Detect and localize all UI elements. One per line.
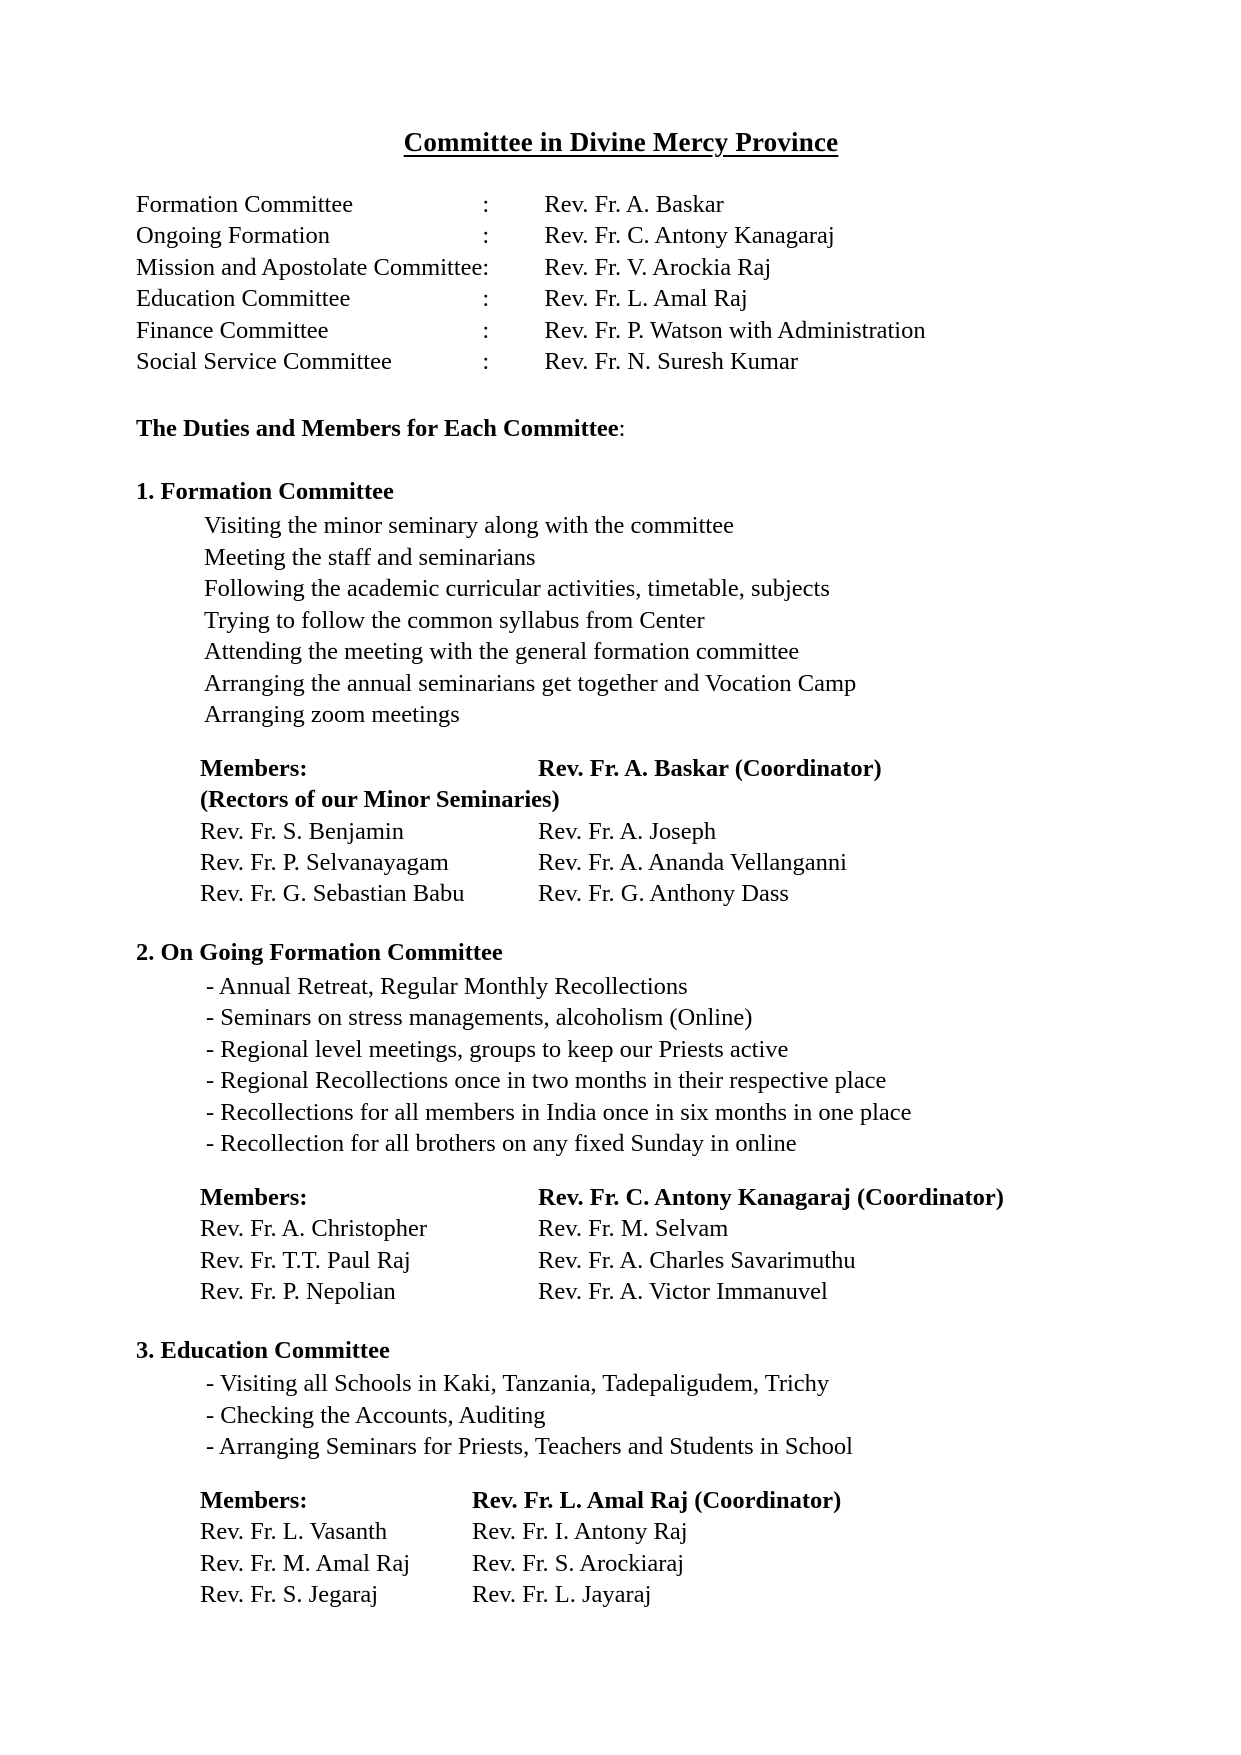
member-name: Rev. Fr. A. Charles Savarimuthu (538, 1246, 856, 1274)
duties-intro (136, 416, 1106, 443)
members-header (200, 1182, 1106, 1213)
duty-list (136, 1368, 1106, 1462)
member-name: Rev. Fr. A. Ananda Vellanganni (538, 848, 847, 876)
table-row (200, 1213, 1106, 1244)
table-row (200, 878, 1106, 909)
officer-colon: : (482, 222, 490, 250)
duties-intro-colon: : (618, 415, 626, 443)
table-row (200, 816, 1106, 847)
table-row (136, 255, 926, 286)
officer-person: Rev. Fr. V. Arockia Raj (544, 253, 772, 281)
list-item: - Visiting all Schools in Kaki, Tanzania, Tadepaligudem, Trichy (206, 1370, 830, 1398)
officer-committee: Social Service Committee (136, 347, 392, 375)
member-name: Rev. Fr. M. Selvam (538, 1215, 729, 1243)
table-row (200, 1245, 1106, 1276)
officer-committee: Mission and Apostolate Committee (136, 253, 483, 281)
table-row (200, 1579, 1106, 1610)
member-name: Rev. Fr. P. Selvanayagam (200, 848, 449, 876)
spacer (136, 1160, 1106, 1182)
duty-list (136, 510, 1106, 730)
section-heading: 2. On Going Formation Committee (136, 938, 503, 966)
list-item: - Seminars on stress managements, alcoholism (Online) (206, 1004, 753, 1032)
member-name: Rev. Fr. S. Benjamin (200, 817, 404, 845)
officer-committee: Formation Committee (136, 190, 354, 218)
member-name: Rev. Fr. G. Sebastian Babu (200, 880, 465, 908)
officer-person: Rev. Fr. N. Suresh Kumar (544, 347, 798, 375)
officer-colon: : (482, 316, 490, 344)
table-row (136, 223, 926, 254)
members-subheading: (Rectors of our Minor Seminaries) (200, 786, 560, 814)
members-label: Members: (200, 754, 308, 782)
page-title-text: Committee in Divine Mercy Province (403, 127, 839, 157)
member-name: Rev. Fr. S. Jegaraj (200, 1581, 379, 1609)
list-item: - Regional Recollections once in two months in their respective place (206, 1067, 887, 1095)
coordinator-name: Rev. Fr. C. Antony Kanagaraj (Coordinator) (538, 1183, 1004, 1211)
officer-person: Rev. Fr. A. Baskar (544, 190, 724, 218)
officer-colon: : (482, 285, 490, 313)
officers-table (136, 192, 926, 381)
member-name: Rev. Fr. A. Christopher (200, 1215, 428, 1243)
members-block (136, 1485, 1106, 1611)
spacer (136, 1463, 1106, 1485)
table-row (136, 192, 926, 223)
members-header (200, 753, 1106, 784)
officer-colon: : (482, 253, 490, 281)
members-block (136, 1182, 1106, 1308)
member-name: Rev. Fr. S. Arockiaraj (472, 1549, 685, 1577)
list-item: Arranging zoom meetings (204, 701, 460, 729)
duty-list (136, 971, 1106, 1160)
list-item: Following the academic curricular activities, timetable, subjects (204, 575, 830, 603)
member-name: Rev. Fr. M. Amal Raj (200, 1549, 411, 1577)
committee-section-2 (136, 940, 1106, 1308)
list-item: Visiting the minor seminary along with the committee (204, 512, 734, 540)
officer-person: Rev. Fr. P. Watson with Administration (544, 316, 926, 344)
officer-person: Rev. Fr. C. Antony Kanagaraj (544, 222, 835, 250)
members-label: Members: (200, 1183, 308, 1211)
committee-section-1 (136, 479, 1106, 910)
list-item: - Recollections for all members in India once in six months in one place (206, 1098, 912, 1126)
members-label: Members: (200, 1486, 308, 1514)
members-block (136, 753, 1106, 910)
member-name: Rev. Fr. P. Nepolian (200, 1278, 396, 1306)
officer-committee: Finance Committee (136, 316, 329, 344)
list-item: - Arranging Seminars for Priests, Teachers and Students in School (206, 1433, 853, 1461)
members-header (200, 1485, 1106, 1516)
table-row (200, 847, 1106, 878)
list-item: Arranging the annual seminarians get together and Vocation Camp (204, 669, 857, 697)
member-name: Rev. Fr. A. Joseph (538, 817, 717, 845)
duties-intro-bold: The Duties and Members for Each Committee (136, 415, 619, 443)
coordinator-name: Rev. Fr. L. Amal Raj (Coordinator) (472, 1486, 842, 1514)
table-row (200, 1548, 1106, 1579)
officer-colon: : (482, 347, 490, 375)
member-name: Rev. Fr. A. Victor Immanuvel (538, 1278, 828, 1306)
list-item: Attending the meeting with the general formation committee (204, 638, 800, 666)
officer-committee: Education Committee (136, 285, 351, 313)
spacer (136, 910, 1106, 940)
member-name: Rev. Fr. I. Antony Raj (472, 1518, 688, 1546)
list-item: - Regional level meetings, groups to keep our Priests active (206, 1035, 789, 1063)
list-item: - Annual Retreat, Regular Monthly Recollections (206, 972, 688, 1000)
document-body (136, 128, 1106, 1611)
list-item: Meeting the staff and seminarians (204, 543, 536, 571)
coordinator-name: Rev. Fr. A. Baskar (Coordinator) (538, 754, 882, 782)
page-title (136, 128, 1106, 158)
officer-colon: : (482, 190, 490, 218)
table-row (200, 1276, 1106, 1307)
section-heading: 3. Education Committee (136, 1336, 390, 1364)
committee-section-3 (136, 1338, 1106, 1611)
list-item: - Recollection for all brothers on any fixed Sunday in online (206, 1130, 797, 1158)
list-item: Trying to follow the common syllabus from Center (204, 606, 705, 634)
officer-person: Rev. Fr. L. Amal Raj (544, 285, 748, 313)
spacer (136, 1308, 1106, 1338)
spacer (136, 380, 1106, 416)
spacer (136, 443, 1106, 479)
spacer (136, 731, 1106, 753)
table-row (200, 1516, 1106, 1547)
table-row (136, 286, 926, 317)
section-heading: 1. Formation Committee (136, 478, 394, 506)
table-row (136, 349, 926, 380)
member-name: Rev. Fr. T.T. Paul Raj (200, 1246, 411, 1274)
member-name: Rev. Fr. G. Anthony Dass (538, 880, 789, 908)
member-name: Rev. Fr. L. Jayaraj (472, 1581, 652, 1609)
officer-committee: Ongoing Formation (136, 222, 330, 250)
member-name: Rev. Fr. L. Vasanth (200, 1518, 388, 1546)
table-row (136, 318, 926, 349)
list-item: - Checking the Accounts, Auditing (206, 1401, 546, 1429)
